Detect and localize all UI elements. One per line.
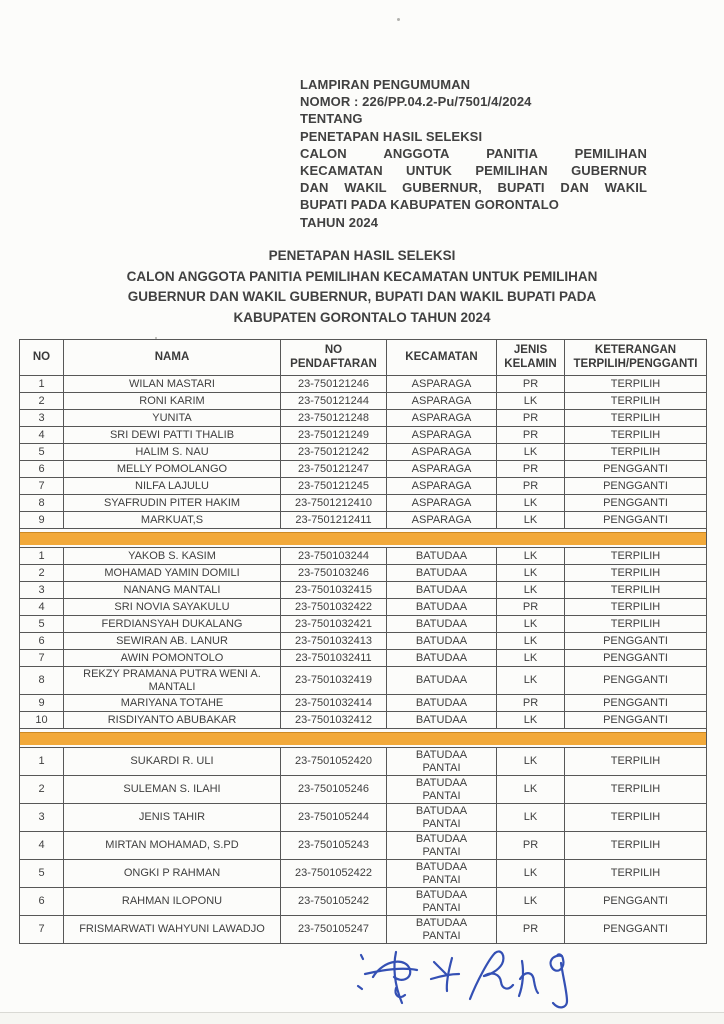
header-line: KECAMATAN UNTUK PEMILIHAN GUBERNUR [300, 163, 647, 179]
title-line: GUBERNUR DAN WAKIL GUBERNUR, BUPATI DAN WAKIL BUPATI PADA [127, 289, 597, 305]
cell-no-pendaftaran: 23-7501032419 [281, 667, 387, 695]
ink-stroke [431, 974, 459, 979]
cell-no: 10 [20, 712, 64, 729]
cell-nama: MOHAMAD YAMIN DOMILI [64, 565, 281, 582]
cell-kecamatan: ASPARAGA [387, 393, 497, 410]
cell-no-pendaftaran: 23-750121246 [281, 376, 387, 393]
cell-no: 6 [20, 461, 64, 478]
title-line: KABUPATEN GORONTALO TAHUN 2024 [233, 309, 491, 325]
column-header-no: NO [20, 340, 64, 376]
cell-no-pendaftaran: 23-7501032421 [281, 616, 387, 633]
cell-no: 4 [20, 599, 64, 616]
cell-keterangan: PENGGANTI [565, 916, 707, 944]
cell-no: 5 [20, 860, 64, 888]
cell-no: 3 [20, 582, 64, 599]
scan-speck [397, 18, 400, 21]
cell-no: 3 [20, 804, 64, 832]
table-row [20, 478, 707, 495]
ink-stroke [434, 962, 448, 976]
cell-no-pendaftaran: 23-750121244 [281, 393, 387, 410]
table-row [20, 633, 707, 650]
cell-nama: REKZY PRAMANA PUTRA WENI A. MANTALI [64, 667, 281, 695]
header-line: TENTANG [300, 111, 363, 127]
header-line: PENETAPAN HASIL SELEKSI [300, 128, 483, 144]
cell-keterangan: TERPILIH [565, 616, 707, 633]
cell-nama: WILAN MASTARI [64, 376, 281, 393]
table-row [20, 582, 707, 599]
cell-kecamatan: BATUDAA [387, 599, 497, 616]
cell-no-pendaftaran: 23-7501032415 [281, 582, 387, 599]
cell-no-pendaftaran: 23-750105246 [281, 776, 387, 804]
cell-no-pendaftaran: 23-750121245 [281, 478, 387, 495]
cell-keterangan: PENGGANTI [565, 712, 707, 729]
cell-jenis-kelamin: LK [497, 393, 565, 410]
cell-nama: MELLY POMOLANGO [64, 461, 281, 478]
cell-keterangan: TERPILIH [565, 393, 707, 410]
cell-nama: SRI NOVIA SAYAKULU [64, 599, 281, 616]
cell-nama: YAKOB S. KASIM [64, 548, 281, 565]
cell-nama: AWIN POMONTOLO [64, 650, 281, 667]
cell-nama: HALIM S. NAU [64, 444, 281, 461]
table-row [20, 616, 707, 633]
document-title [0, 246, 724, 328]
selection-results-table [19, 339, 707, 944]
table-header-row [20, 340, 707, 376]
cell-jenis-kelamin: LK [497, 650, 565, 667]
header-line: NOMOR : 226/PP.04.2-Pu/7501/4/2024 [300, 94, 532, 110]
cell-keterangan: TERPILIH [565, 804, 707, 832]
cell-no: 7 [20, 916, 64, 944]
cell-kecamatan: BATUDAA [387, 650, 497, 667]
orange-separator-bar [20, 532, 706, 545]
table-row [20, 376, 707, 393]
cell-keterangan: TERPILIH [565, 599, 707, 616]
cell-kecamatan: BATUDAA [387, 548, 497, 565]
cell-no-pendaftaran: 23-7501032413 [281, 633, 387, 650]
cell-no: 8 [20, 495, 64, 512]
section-separator-row [20, 729, 707, 748]
title-line: CALON ANGGOTA PANITIA PEMILIHAN KECAMATAN UNTUK PEMILIHAN [126, 268, 598, 284]
cell-no-pendaftaran: 23-7501212411 [281, 512, 387, 529]
cell-jenis-kelamin: PR [497, 916, 565, 944]
cell-jenis-kelamin: LK [497, 860, 565, 888]
cell-kecamatan: BATUDAA PANTAI [387, 748, 497, 776]
header-line: CALON ANGGOTA PANITIA PEMILIHAN [300, 145, 647, 161]
cell-no: 5 [20, 616, 64, 633]
cell-kecamatan: BATUDAA PANTAI [387, 888, 497, 916]
table-row [20, 650, 707, 667]
cell-kecamatan: ASPARAGA [387, 376, 497, 393]
cell-jenis-kelamin: LK [497, 776, 565, 804]
cell-no: 1 [20, 748, 64, 776]
column-header-keterangan: KETERANGAN TERPILIH/PENGGANTI [565, 340, 707, 376]
table-row [20, 427, 707, 444]
cell-nama: RISDIYANTO ABUBAKAR [64, 712, 281, 729]
cell-no-pendaftaran: 23-7501032422 [281, 599, 387, 616]
scan-speck [155, 337, 157, 339]
cell-keterangan: TERPILIH [565, 548, 707, 565]
table-row [20, 832, 707, 860]
cell-jenis-kelamin: LK [497, 748, 565, 776]
cell-jenis-kelamin: LK [497, 444, 565, 461]
table-row [20, 512, 707, 529]
cell-no-pendaftaran: 23-7501032412 [281, 712, 387, 729]
cell-nama: NILFA LAJULU [64, 478, 281, 495]
cell-jenis-kelamin: PR [497, 478, 565, 495]
cell-no-pendaftaran: 23-750121248 [281, 410, 387, 427]
table-row [20, 748, 707, 776]
cell-kecamatan: ASPARAGA [387, 444, 497, 461]
table-row [20, 565, 707, 582]
table-row [20, 667, 707, 695]
cell-nama: MARKUAT,S [64, 512, 281, 529]
cell-no-pendaftaran: 23-750103244 [281, 548, 387, 565]
cell-keterangan: PENGGANTI [565, 667, 707, 695]
cell-nama: FERDIANSYAH DUKALANG [64, 616, 281, 633]
scan-edge-strip [0, 1013, 724, 1024]
table-row [20, 393, 707, 410]
cell-jenis-kelamin: PR [497, 376, 565, 393]
cell-jenis-kelamin: LK [497, 582, 565, 599]
cell-jenis-kelamin: PR [497, 461, 565, 478]
title-line: PENETAPAN HASIL SELEKSI [268, 248, 456, 263]
cell-no-pendaftaran: 23-750105243 [281, 832, 387, 860]
cell-nama: NANANG MANTALI [64, 582, 281, 599]
table-row [20, 548, 707, 565]
table-row [20, 712, 707, 729]
cell-keterangan: TERPILIH [565, 776, 707, 804]
table-row [20, 495, 707, 512]
cell-jenis-kelamin: LK [497, 633, 565, 650]
cell-no: 8 [20, 667, 64, 695]
table-row [20, 804, 707, 832]
section-separator-row [20, 529, 707, 548]
cell-no-pendaftaran: 23-750105244 [281, 804, 387, 832]
cell-nama: ONGKI P RAHMAN [64, 860, 281, 888]
cell-kecamatan: ASPARAGA [387, 410, 497, 427]
cell-keterangan: PENGGANTI [565, 695, 707, 712]
section-separator-cell [20, 529, 707, 548]
cell-keterangan: PENGGANTI [565, 633, 707, 650]
cell-nama: YUNITA [64, 410, 281, 427]
cell-nama: FRISMARWATI WAHYUNI LAWADJO [64, 916, 281, 944]
cell-no: 6 [20, 633, 64, 650]
table-row [20, 444, 707, 461]
cell-jenis-kelamin: PR [497, 410, 565, 427]
cell-keterangan: PENGGANTI [565, 888, 707, 916]
cell-nama: SRI DEWI PATTI THALIB [64, 427, 281, 444]
column-header-no-pendaftaran: NO PENDAFTARAN [281, 340, 387, 376]
cell-keterangan: PENGGANTI [565, 461, 707, 478]
document-header-block [300, 76, 647, 231]
cell-no-pendaftaran: 23-750105247 [281, 916, 387, 944]
cell-jenis-kelamin: LK [497, 548, 565, 565]
handwritten-initials [355, 938, 590, 1020]
header-line: LAMPIRAN PENGUMUMAN [300, 77, 471, 92]
cell-jenis-kelamin: PR [497, 695, 565, 712]
cell-jenis-kelamin: LK [497, 565, 565, 582]
table-row [20, 410, 707, 427]
cell-keterangan: TERPILIH [565, 860, 707, 888]
cell-jenis-kelamin: PR [497, 832, 565, 860]
table-row [20, 599, 707, 616]
ink-stroke [470, 953, 495, 999]
orange-separator-bar [20, 732, 706, 745]
cell-jenis-kelamin: LK [497, 512, 565, 529]
section-separator-cell [20, 729, 707, 748]
cell-kecamatan: BATUDAA PANTAI [387, 776, 497, 804]
cell-keterangan: PENGGANTI [565, 478, 707, 495]
ink-stroke [361, 955, 363, 959]
cell-keterangan: TERPILIH [565, 565, 707, 582]
cell-no-pendaftaran: 23-7501052420 [281, 748, 387, 776]
column-header-kecamatan: KECAMATAN [387, 340, 497, 376]
cell-keterangan: PENGGANTI [565, 512, 707, 529]
ink-stroke [373, 962, 410, 980]
cell-no-pendaftaran: 23-750121247 [281, 461, 387, 478]
table-row [20, 776, 707, 804]
cell-jenis-kelamin: LK [497, 888, 565, 916]
cell-kecamatan: BATUDAA [387, 667, 497, 695]
cell-no: 4 [20, 832, 64, 860]
cell-no: 5 [20, 444, 64, 461]
header-line: DAN WAKIL GUBERNUR, BUPATI DAN WAKIL [300, 180, 647, 196]
cell-nama: JENIS TAHIR [64, 804, 281, 832]
cell-no: 9 [20, 512, 64, 529]
cell-kecamatan: BATUDAA [387, 582, 497, 599]
cell-keterangan: TERPILIH [565, 748, 707, 776]
cell-nama: SULEMAN S. ILAHI [64, 776, 281, 804]
cell-jenis-kelamin: LK [497, 804, 565, 832]
cell-no-pendaftaran: 23-7501032414 [281, 695, 387, 712]
cell-no: 7 [20, 650, 64, 667]
cell-jenis-kelamin: PR [497, 599, 565, 616]
cell-nama: MARIYANA TOTAHE [64, 695, 281, 712]
cell-kecamatan: BATUDAA PANTAI [387, 832, 497, 860]
cell-no: 2 [20, 776, 64, 804]
table-row [20, 860, 707, 888]
cell-no: 7 [20, 478, 64, 495]
cell-nama: RAHMAN ILOPONU [64, 888, 281, 916]
cell-no: 9 [20, 695, 64, 712]
cell-no-pendaftaran: 23-750121249 [281, 427, 387, 444]
column-header-nama: NAMA [64, 340, 281, 376]
cell-nama: SEWIRAN AB. LANUR [64, 633, 281, 650]
cell-jenis-kelamin: LK [497, 712, 565, 729]
cell-no-pendaftaran: 23-7501212410 [281, 495, 387, 512]
cell-kecamatan: BATUDAA [387, 633, 497, 650]
header-line: TAHUN 2024 [300, 214, 379, 230]
cell-nama: SYAFRUDIN PITER HAKIM [64, 495, 281, 512]
cell-kecamatan: ASPARAGA [387, 512, 497, 529]
cell-nama: SUKARDI R. ULI [64, 748, 281, 776]
cell-nama: RONI KARIM [64, 393, 281, 410]
cell-jenis-kelamin: LK [497, 616, 565, 633]
cell-no: 6 [20, 888, 64, 916]
cell-keterangan: PENGGANTI [565, 495, 707, 512]
cell-no-pendaftaran: 23-7501052422 [281, 860, 387, 888]
column-header-jenis-kelamin: JENIS KELAMIN [497, 340, 565, 376]
cell-no: 1 [20, 548, 64, 565]
cell-kecamatan: BATUDAA PANTAI [387, 916, 497, 944]
cell-nama: MIRTAN MOHAMAD, S.PD [64, 832, 281, 860]
cell-jenis-kelamin: LK [497, 667, 565, 695]
cell-keterangan: TERPILIH [565, 582, 707, 599]
cell-kecamatan: ASPARAGA [387, 461, 497, 478]
cell-no: 3 [20, 410, 64, 427]
cell-kecamatan: ASPARAGA [387, 427, 497, 444]
table-row [20, 695, 707, 712]
cell-no: 4 [20, 427, 64, 444]
cell-kecamatan: BATUDAA [387, 616, 497, 633]
cell-no: 2 [20, 393, 64, 410]
table-row [20, 461, 707, 478]
cell-kecamatan: ASPARAGA [387, 478, 497, 495]
cell-jenis-kelamin: LK [497, 495, 565, 512]
cell-kecamatan: BATUDAA [387, 712, 497, 729]
cell-no-pendaftaran: 23-750121242 [281, 444, 387, 461]
cell-no-pendaftaran: 23-750105242 [281, 888, 387, 916]
cell-kecamatan: BATUDAA [387, 695, 497, 712]
header-line: BUPATI PADA KABUPATEN GORONTALO [300, 197, 559, 213]
cell-no: 1 [20, 376, 64, 393]
cell-kecamatan: BATUDAA PANTAI [387, 860, 497, 888]
cell-keterangan: PENGGANTI [565, 650, 707, 667]
cell-keterangan: TERPILIH [565, 410, 707, 427]
cell-kecamatan: BATUDAA [387, 565, 497, 582]
table-row [20, 888, 707, 916]
ink-stroke [358, 986, 362, 989]
cell-keterangan: TERPILIH [565, 444, 707, 461]
cell-no: 2 [20, 565, 64, 582]
cell-keterangan: TERPILIH [565, 376, 707, 393]
cell-keterangan: TERPILIH [565, 427, 707, 444]
cell-no-pendaftaran: 23-750103246 [281, 565, 387, 582]
cell-keterangan: TERPILIH [565, 832, 707, 860]
cell-no-pendaftaran: 23-7501032411 [281, 650, 387, 667]
cell-kecamatan: ASPARAGA [387, 495, 497, 512]
cell-kecamatan: BATUDAA PANTAI [387, 804, 497, 832]
cell-jenis-kelamin: PR [497, 427, 565, 444]
